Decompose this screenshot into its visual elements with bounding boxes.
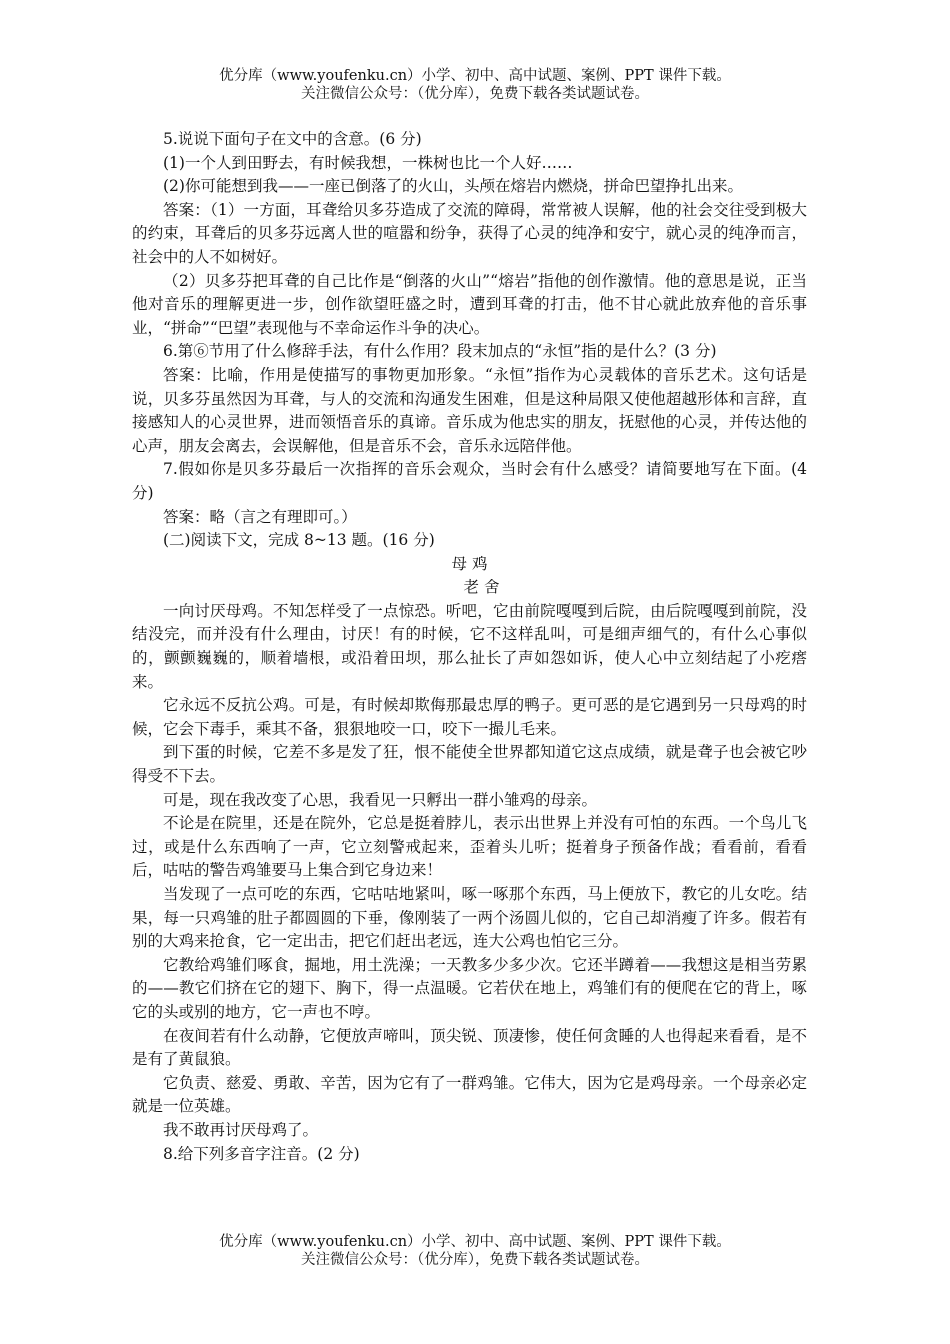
question-7: 7.假如你是贝多芬最后一次指挥的音乐会观众，当时会有什么感受？请简要地写在下面。(4 分) [132,460,807,502]
section-2-intro: (二)阅读下文，完成 8~13 题。(16 分) [163,531,435,550]
article-paragraph: 不论是在院里，还是在院外，它总是挺着脖儿，表示出世界上并没有可怕的东西。一个鸟儿飞过，或是什么东西响了一声，它立刻警戒起来，歪着头儿听；挺着身子预备作战；看看前，看看后，咕咕的警告鸡雏要马上集合到它身边来！ [132,814,807,880]
article-author: 老 舍 [463,578,500,597]
question-8: 8.给下列多音字注音。(2 分) [163,1144,360,1163]
question-6: 6.第⑥节用了什么修辞手法，有什么作用？段末加点的“永恒”指的是什么？(3 分) [163,342,717,361]
article-paragraph: 我不敢再讨厌母鸡了。 [163,1120,319,1139]
q5-answer-1: 答案：（1）一方面，耳聋给贝多芬造成了交流的障碍，常常被人误解，他的社会交往受到极大的约束，耳聋后的贝多芬远离人世的喧嚣和纷争，获得了心灵的纯净和安宁，就心灵的纯净而言，社会中的人不如树好。 [132,200,807,266]
document-body [132,128,807,1166]
article-paragraph: 它教给鸡雏们啄食，掘地，用土洗澡；一天教多少多少次。它还半蹲着——我想这是相当劳累的——教它们挤在它的翅下、胸下，得一点温暖。它若伏在地上，鸡雏们有的便爬在它的背上，啄它的头或别的地方，它一声也不哼。 [132,955,807,1021]
footer-line-1: 优分库（www.youfenku.cn）小学、初中、高中试题、案例、PPT 课件下载。 [219,1234,731,1250]
article-paragraph: 到下蛋的时候，它差不多是发了狂，恨不能使全世界都知道它这点成绩，就是聋子也会被它吵得受不下去。 [132,743,807,786]
question-5: 5.说说下面句子在文中的含意。(6 分) [163,130,422,148]
page-footer [0,1233,950,1269]
q5-sentence-2: (2)你可能想到我——一座已倒落了的火山，头颅在熔岩内燃烧，拼命巴望挣扎出来。 [163,177,743,196]
page-header [0,67,950,103]
header-line-2: 关注微信公众号：（优分库），免费下载各类试题试卷。 [301,86,649,102]
article-paragraph: 当发现了一点可吃的东西，它咕咕地紧叫，啄一啄那个东西，马上便放下，教它的儿女吃。结果，每一只鸡雏的肚子都圆圆的下垂，像刚装了一两个汤圆儿似的，它自己却消瘦了许多。假若有别的大鸡来抢食，它一定出击，把它们赶出老远，连大公鸡也怕它三分。 [132,885,807,951]
header-line-1: 优分库（www.youfenku.cn）小学、初中、高中试题、案例、PPT 课件下载。 [219,68,731,84]
article-title: 母 鸡 [451,554,488,573]
article-paragraph: 它永远不反抗公鸡。可是，有时候却欺侮那最忠厚的鸭子。更可恶的是它遇到另一只母鸡的时候，它会下毒手，乘其不备，狠狠地咬一口，咬下一撮儿毛来。 [132,696,807,738]
article-paragraph: 在夜间若有什么动静，它便放声啼叫，顶尖锐、顶凄惨，使任何贪睡的人也得起来看看，是不是有了黄鼠狼。 [132,1026,807,1069]
footer-line-2: 关注微信公众号：（优分库），免费下载各类试题试卷。 [301,1252,649,1268]
q5-sentence-1: (1)一个人到田野去，有时候我想，一株树也比一个人好…… [163,153,573,172]
q7-answer: 答案：略（言之有理即可。） [163,507,357,526]
article-paragraph: 一向讨厌母鸡。不知怎样受了一点惊恐。听吧，它由前院嘎嘎到后院，由后院嘎嘎到前院，没结没完，而并没有什么理由，讨厌！有的时候，它不这样乱叫，可是细声细气的，有什么心事似的，颤颤巍巍的，顺着墙根，或沿着田坝，那么扯长了声如怨如诉，使人心中立刻结起了小疙瘩来。 [132,601,807,691]
q5-answer-2: （2）贝多芬把耳聋的自己比作是“倒落的火山”“熔岩”指他的创作激情。他的意思是说，正当他对音乐的理解更进一步，创作欲望旺盛之时，遭到耳聋的打击，他不甘心就此放弃他的音乐事业，“拼命”“巴望”表现他与不幸命运作斗争的决心。 [132,271,807,337]
article-paragraph: 它负责、慈爱、勇敢、辛苦，因为它有了一群鸡雏。它伟大，因为它是鸡母亲。一个母亲必定就是一位英雄。 [132,1073,807,1116]
q6-answer: 答案：比喻，作用是使描写的事物更加形象。“永恒”指作为心灵载体的音乐艺术。这句话是说，贝多芬虽然因为耳聋，与人的交流和沟通发生困难，但是这种局限又使他超越形体和言辞，直接感知人的心灵世界，进而领悟音乐的真谛。音乐成为他忠实的朋友，抚慰他的心灵，并传达他的心声，朋友会离去，会误解他，但是音乐不会，音乐永远陪伴他。 [132,365,807,455]
article-paragraph: 可是，现在我改变了心思，我看见一只孵出一群小雏鸡的母亲。 [163,790,598,809]
